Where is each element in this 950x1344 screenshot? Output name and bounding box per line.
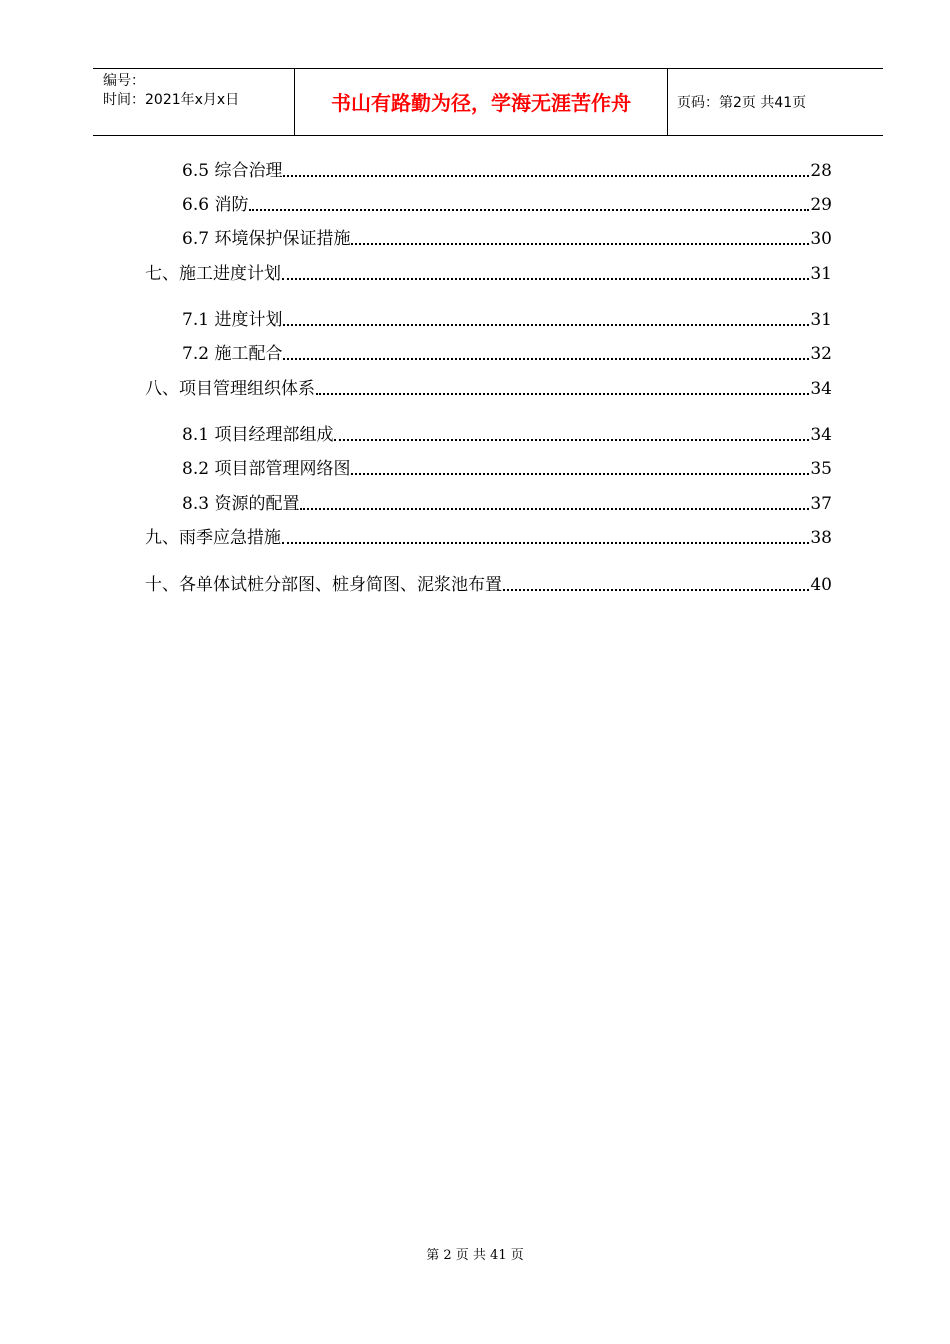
toc-entry-title: 8.2 项目部管理网络图 — [182, 459, 351, 479]
toc-entry[interactable] — [145, 263, 832, 285]
toc-entry-title: 十、各单体试桩分部图、桩身简图、泥浆池布置 — [145, 575, 502, 595]
toc-entry-title: 8.1 项目经理部组成 — [182, 425, 334, 445]
toc-entry-page: 31 — [810, 310, 832, 330]
toc-dot-leader — [351, 473, 809, 475]
toc-dot-leader — [351, 243, 809, 245]
header-page-code: 页码：第2页 共41页 — [677, 95, 807, 111]
header-info-cell — [93, 69, 294, 135]
toc-entry-page: 37 — [810, 494, 832, 514]
toc-dot-leader — [249, 209, 809, 211]
toc-entry-title: 6.7 环境保护保证措施 — [182, 229, 351, 249]
toc-entry-title: 6.5 综合治理 — [182, 161, 283, 181]
toc-entry-title: 八、项目管理组织体系 — [145, 379, 315, 399]
toc-entry-title: 九、雨季应急措施 — [145, 528, 281, 548]
toc-entry-page: 38 — [810, 528, 832, 548]
toc-entry-page: 34 — [810, 379, 832, 399]
toc-entry-page: 34 — [810, 425, 832, 445]
toc-entry[interactable] — [182, 160, 832, 182]
page-header — [93, 68, 883, 136]
header-page-cell — [668, 69, 883, 135]
toc-entry-page: 32 — [810, 344, 832, 364]
toc-entry[interactable] — [182, 228, 832, 250]
toc-entry-title: 6.6 消防 — [182, 195, 249, 215]
header-motto-cell — [294, 69, 668, 135]
document-number-label: 编号： — [103, 73, 145, 89]
toc-dot-leader — [282, 542, 809, 544]
toc-entry[interactable] — [145, 378, 832, 400]
toc-dot-leader — [503, 589, 809, 591]
toc-entry[interactable] — [182, 194, 832, 216]
toc-dot-leader — [334, 439, 809, 441]
page-footer: 第 2 页 共 41 页 — [426, 1248, 524, 1263]
toc-entry[interactable] — [182, 343, 832, 365]
toc-entry[interactable] — [182, 493, 832, 515]
toc-entry-page: 30 — [810, 229, 832, 249]
toc-entry-page: 28 — [810, 161, 832, 181]
toc-dot-leader — [300, 508, 809, 510]
toc-entry-title: 7.1 进度计划 — [182, 310, 283, 330]
toc-entry[interactable] — [182, 458, 832, 480]
toc-entry-title: 8.3 资源的配置 — [182, 494, 300, 514]
toc-entry-page: 29 — [810, 195, 832, 215]
toc-entry-title: 七、施工进度计划 — [145, 264, 281, 284]
toc-entry-page: 35 — [810, 459, 832, 479]
toc-entry-page: 40 — [810, 575, 832, 595]
toc-entry[interactable] — [145, 527, 832, 549]
toc-entry[interactable] — [145, 574, 832, 596]
toc-entry-title: 7.2 施工配合 — [182, 344, 283, 364]
document-time-label: 时间：2021年x月x日 — [103, 92, 240, 108]
toc-entry[interactable] — [182, 424, 832, 446]
toc-dot-leader — [283, 175, 809, 177]
toc-dot-leader — [316, 393, 809, 395]
toc-dot-leader — [282, 278, 809, 280]
header-motto: 书山有路勤为径，学海无涯苦作舟 — [331, 91, 631, 115]
toc-entry[interactable] — [182, 309, 832, 331]
toc-entry-page: 31 — [810, 264, 832, 284]
toc-dot-leader — [283, 358, 809, 360]
toc-dot-leader — [283, 324, 809, 326]
